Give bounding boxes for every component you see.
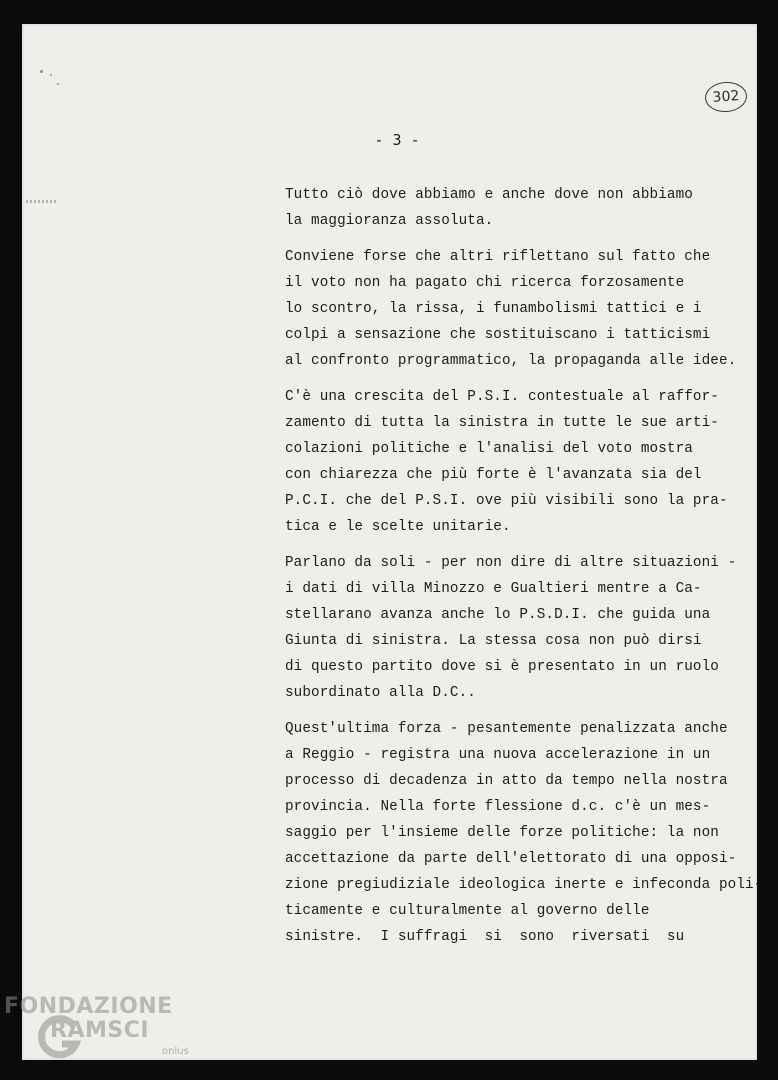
text-line: ticamente e culturalmente al governo delle (285, 903, 650, 919)
text-line: a Reggio - registra una nuova accelerazione in un (285, 747, 711, 763)
text-line: di questo partito dove si è presentato in un ruolo (285, 659, 719, 675)
paragraph (285, 716, 775, 950)
paragraph (285, 550, 775, 706)
text-line: C'è una crescita del P.S.I. contestuale al raffor- (285, 389, 719, 405)
paragraph (285, 182, 775, 234)
text-line: Giunta di sinistra. La stessa cosa non può dirsi (285, 633, 702, 649)
text-line: Quest'ultima forza - pesantemente penalizzata anche (285, 721, 728, 737)
paragraph (285, 384, 775, 540)
text-line: il voto non ha pagato chi ricerca forzosamente (285, 275, 685, 291)
watermark-line-1: FONDAZIONE (4, 994, 173, 1019)
dust-speck (57, 83, 59, 85)
text-line: provincia. Nella forte flessione d.c. c'è un mes- (285, 799, 711, 815)
dust-speck (50, 74, 52, 76)
dust-speck (40, 70, 43, 73)
document-body (285, 182, 775, 960)
text-line: P.C.I. che del P.S.I. ove più visibili sono la pra- (285, 493, 728, 509)
watermark-line-2: RAMSCI (50, 1018, 150, 1043)
text-line: lo scontro, la rissa, i funambolismi tattici e i (285, 301, 702, 317)
text-line: Tutto ciò dove abbiamo e anche dove non abbiamo (285, 187, 693, 203)
text-line: subordinato alla D.C.. (285, 685, 476, 701)
text-line: Conviene forse che altri riflettano sul fatto che (285, 249, 711, 265)
paragraph (285, 244, 775, 374)
text-line: zamento di tutta la sinistra in tutte le sue arti- (285, 415, 719, 431)
text-line: tica e le scelte unitarie. (285, 519, 511, 535)
document-page (22, 24, 763, 1060)
page-number: - 3 - (374, 131, 420, 149)
archive-stamp: 302 (704, 81, 748, 114)
fondazione-gramsci-watermark (4, 994, 204, 1074)
text-line: sinistre. I suffragi si sono riversati su (285, 929, 685, 945)
text-line: i dati di villa Minozzo e Gualtieri mentre a Ca- (285, 581, 702, 597)
margin-smudge (26, 200, 56, 203)
text-line: accettazione da parte dell'elettorato di una opposi- (285, 851, 737, 867)
text-line: Parlano da soli - per non dire di altre situazioni - (285, 555, 737, 571)
text-line: colpi a sensazione che sostituiscano i tatticismi (285, 327, 711, 343)
text-line: processo di decadenza in atto da tempo nella nostra (285, 773, 728, 789)
text-line: zione pregiudiziale ideologica inerte e infeconda poli- (285, 877, 763, 893)
text-line: con chiarezza che più forte è l'avanzata sia del (285, 467, 702, 483)
text-line: saggio per l'insieme delle forze politiche: la non (285, 825, 719, 841)
text-line: stellarano avanza anche lo P.S.D.I. che guida una (285, 607, 711, 623)
text-line: colazioni politiche e l'analisi del voto mostra (285, 441, 693, 457)
watermark-suffix: onlus (162, 1046, 189, 1057)
text-line: la maggioranza assoluta. (285, 213, 494, 229)
text-line: al confronto programmatico, la propaganda alle idee. (285, 353, 737, 369)
